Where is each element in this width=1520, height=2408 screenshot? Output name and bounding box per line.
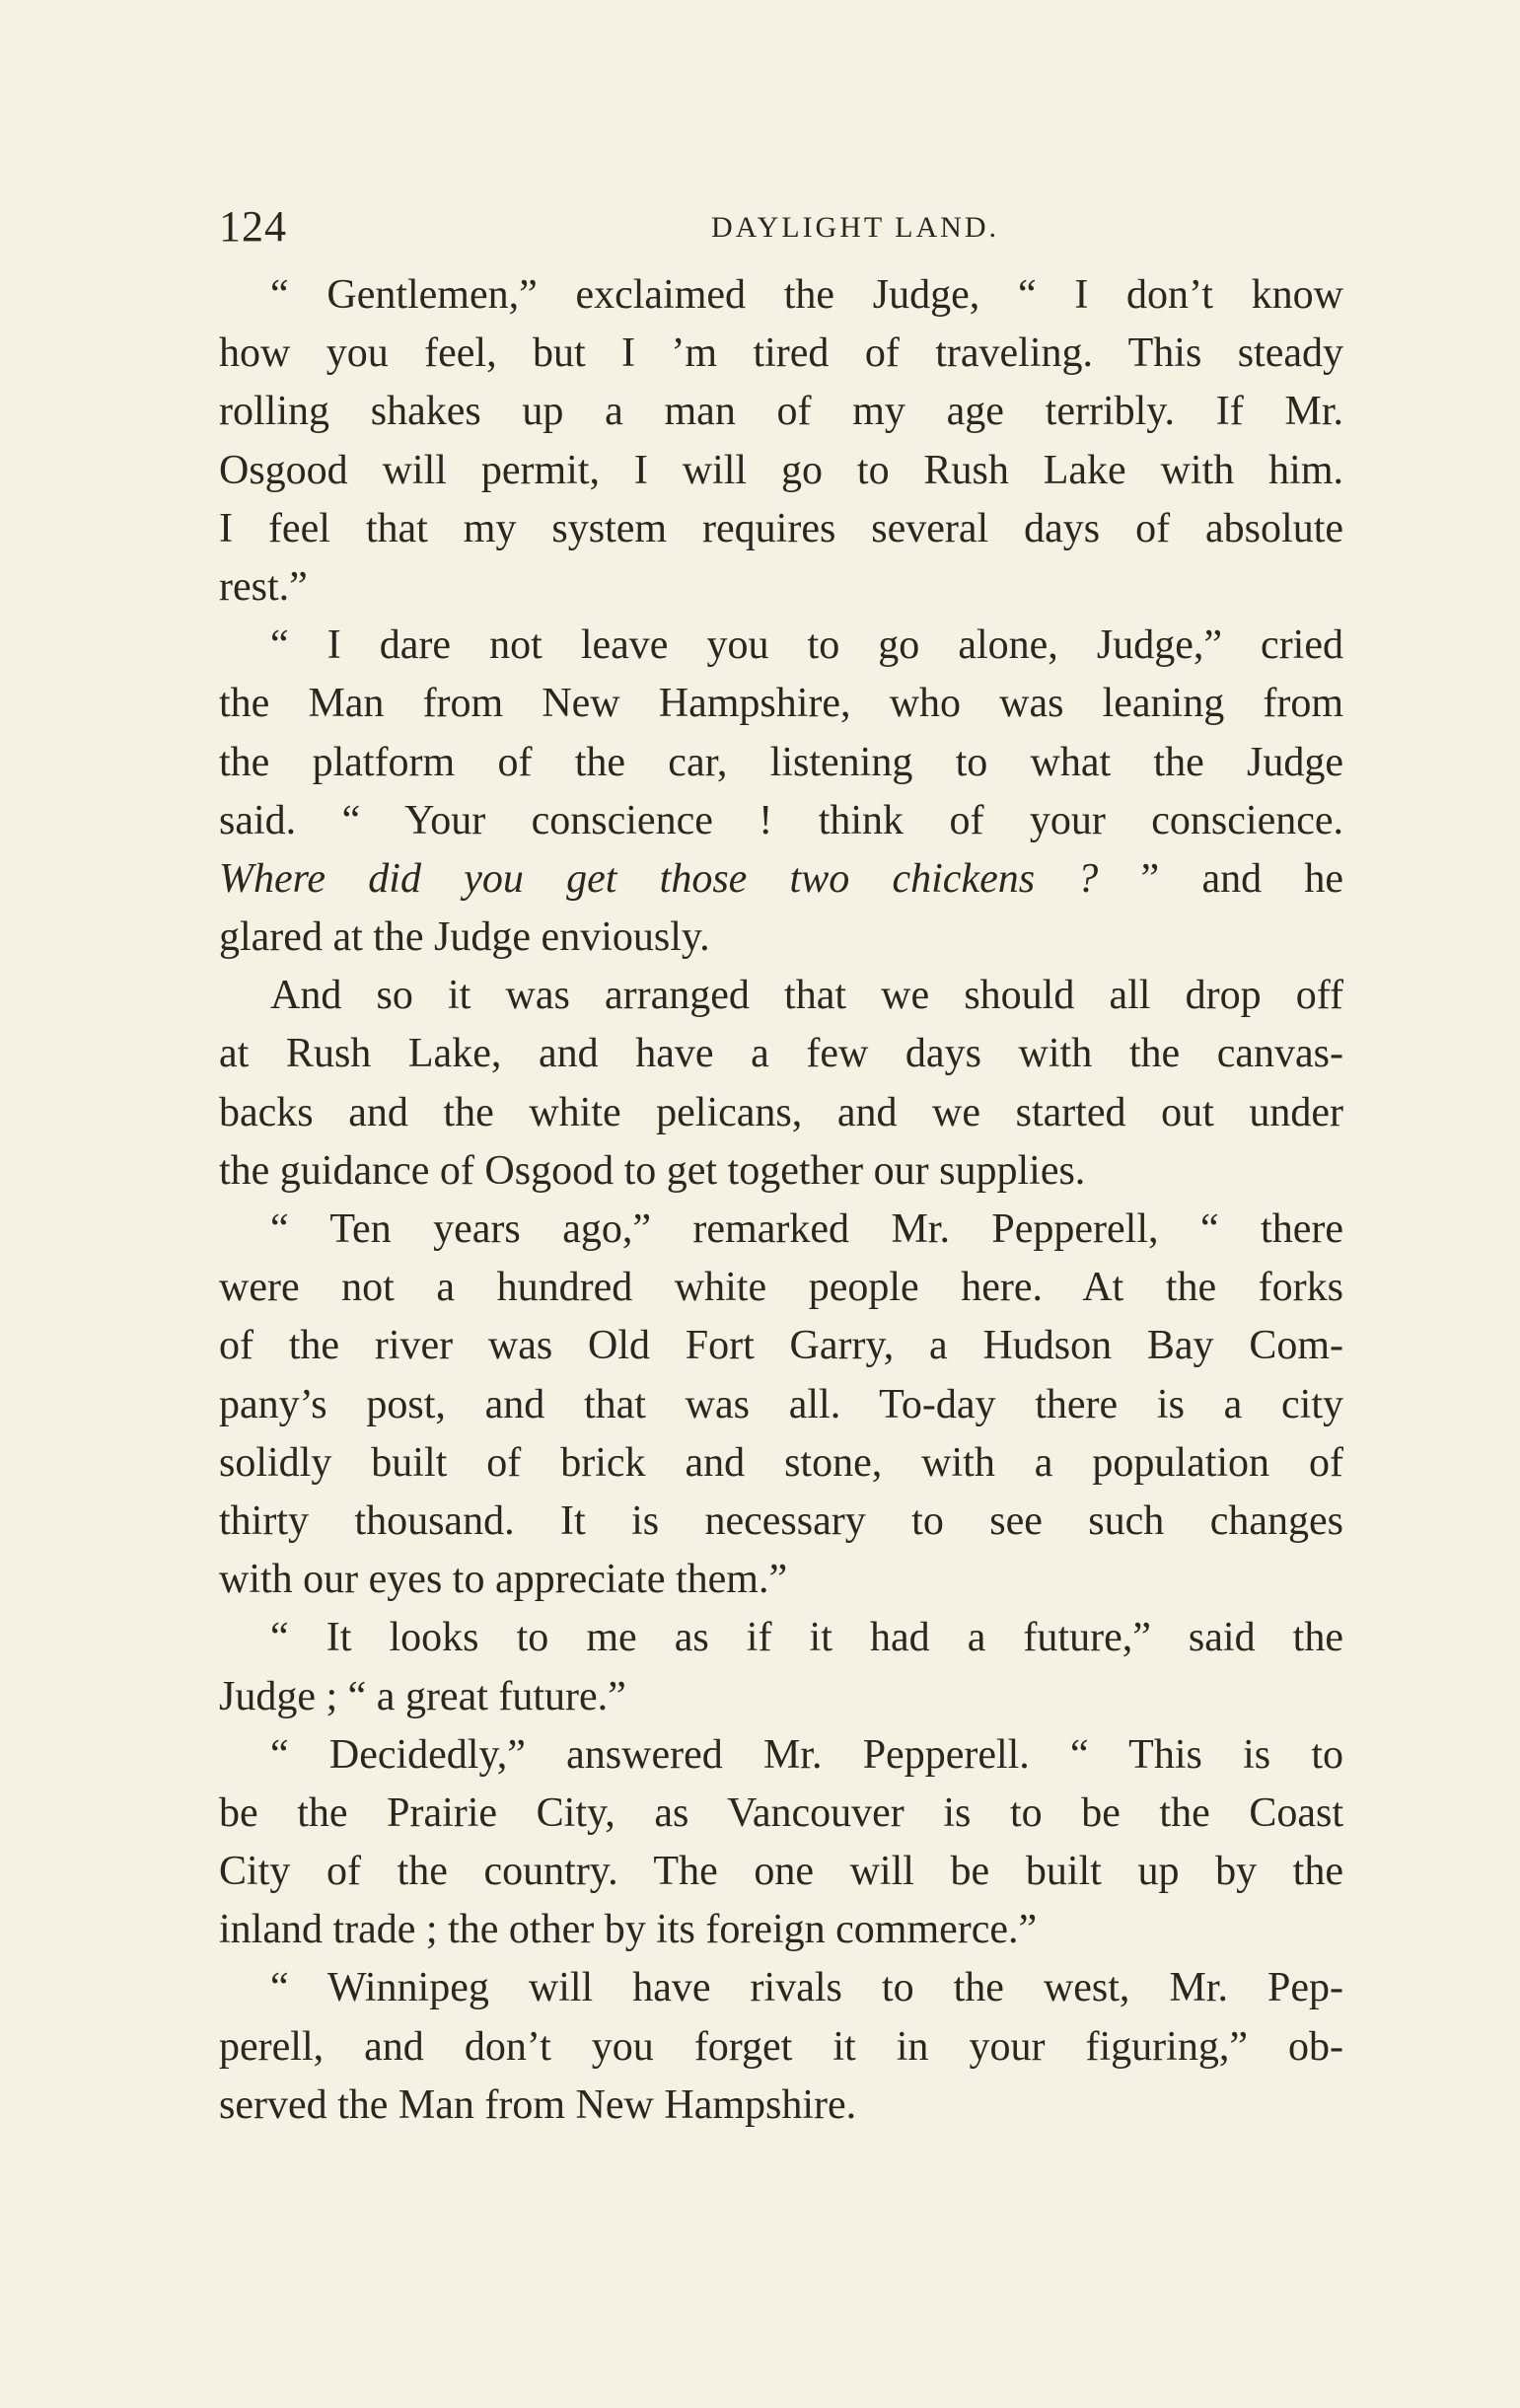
line-text: ” and he <box>1098 855 1343 902</box>
line-text: the guidance of Osgood to get together our supplies. <box>219 1147 1086 1194</box>
line-text: I feel that my system requires several days of absolute <box>219 505 1343 551</box>
page-number: 124 <box>219 202 287 251</box>
line-text: said. “ Your conscience ! think of your conscience. <box>219 797 1343 843</box>
text-line <box>219 1084 1343 1142</box>
text-line <box>219 1843 1343 1901</box>
line-text: solidly built of brick and stone, with a population of <box>219 1439 1343 1486</box>
line-text: the Man from New Hampshire, who was leaning from <box>219 681 1343 727</box>
text-line <box>219 1142 1343 1201</box>
text-line <box>219 383 1343 441</box>
text-line <box>219 2077 1343 2135</box>
text-line <box>219 1025 1343 1083</box>
line-text: at Rush Lake, and have a few days with the canvas- <box>219 1031 1343 1077</box>
text-line <box>219 734 1343 792</box>
line-text: with our eyes to appreciate them.” <box>219 1557 788 1603</box>
line-text: rolling shakes up a man of my age terribly. If Mr. <box>219 389 1343 435</box>
text-line <box>219 325 1343 383</box>
line-text: the platform of the car, listening to what the Judge <box>219 739 1343 785</box>
text-line <box>219 1726 1343 1785</box>
text-line <box>219 1376 1343 1434</box>
text-line <box>219 1609 1343 1667</box>
text-line <box>219 1493 1343 1551</box>
line-text: Judge ; “ a great future.” <box>219 1673 626 1719</box>
line-text: rest.” <box>219 563 308 610</box>
line-text: City of the country. The one will be built up by the <box>219 1849 1343 1895</box>
line-text: glared at the Judge enviously. <box>219 914 710 961</box>
line-text: thirty thousand. It is necessary to see such changes <box>219 1497 1343 1544</box>
text-line <box>219 792 1343 850</box>
text-line <box>219 1434 1343 1493</box>
line-text: “ I dare not leave you to go alone, Judge,” cried <box>270 622 1343 669</box>
text-line <box>219 442 1343 500</box>
line-text: “ Decidedly,” answered Mr. Pepperell. “ This is to <box>270 1731 1343 1778</box>
line-text: pany’s post, and that was all. To-day there is a city <box>219 1381 1343 1427</box>
page-header <box>219 197 1343 256</box>
text-line <box>219 1201 1343 1259</box>
text-line <box>219 909 1343 967</box>
line-text: of the river was Old Fort Garry, a Hudson Bay Com- <box>219 1323 1343 1369</box>
line-text: inland trade ; the other by its foreign commerce.” <box>219 1907 1038 1953</box>
text-line <box>219 1551 1343 1609</box>
text-line <box>219 1259 1343 1317</box>
line-text: were not a hundred white people here. At the forks <box>219 1265 1343 1311</box>
line-text: backs and the white pelicans, and we started out under <box>219 1089 1343 1135</box>
line-text: Osgood will permit, I will go to Rush Lake with him. <box>219 447 1343 493</box>
text-line <box>219 1668 1343 1726</box>
text-line <box>219 617 1343 675</box>
line-text: “ Ten years ago,” remarked Mr. Pepperell, “ there <box>270 1206 1343 1252</box>
line-text: how you feel, but I ’m tired of traveling. This steady <box>219 330 1343 377</box>
line-text: And so it was arranged that we should all drop off <box>270 973 1343 1019</box>
line-text: served the Man from New Hampshire. <box>219 2081 857 2128</box>
text-line <box>219 1317 1343 1375</box>
text-line <box>219 675 1343 733</box>
body-text <box>219 266 1343 2135</box>
line-text: “ Gentlemen,” exclaimed the Judge, “ I don’t know <box>270 272 1343 318</box>
text-line <box>219 2018 1343 2077</box>
text-line <box>219 1785 1343 1843</box>
text-line <box>219 1901 1343 1959</box>
text-line <box>219 266 1343 325</box>
line-text: perell, and don’t you forget it in your figuring,” ob- <box>219 2023 1343 2070</box>
text-line <box>219 967 1343 1025</box>
running-head: DAYLIGHT LAND. <box>711 211 999 244</box>
line-text: be the Prairie City, as Vancouver is to be the Coast <box>219 1789 1343 1836</box>
italic-text: Where did you get those two chickens ? <box>219 855 1099 902</box>
line-text: “ Winnipeg will have rivals to the west, Mr. Pep- <box>270 1965 1343 2011</box>
text-line <box>219 558 1343 617</box>
text-line <box>219 850 1343 909</box>
line-text: “ It looks to me as if it had a future,” said the <box>270 1615 1343 1661</box>
text-line <box>219 500 1343 558</box>
text-line <box>219 1959 1343 2017</box>
